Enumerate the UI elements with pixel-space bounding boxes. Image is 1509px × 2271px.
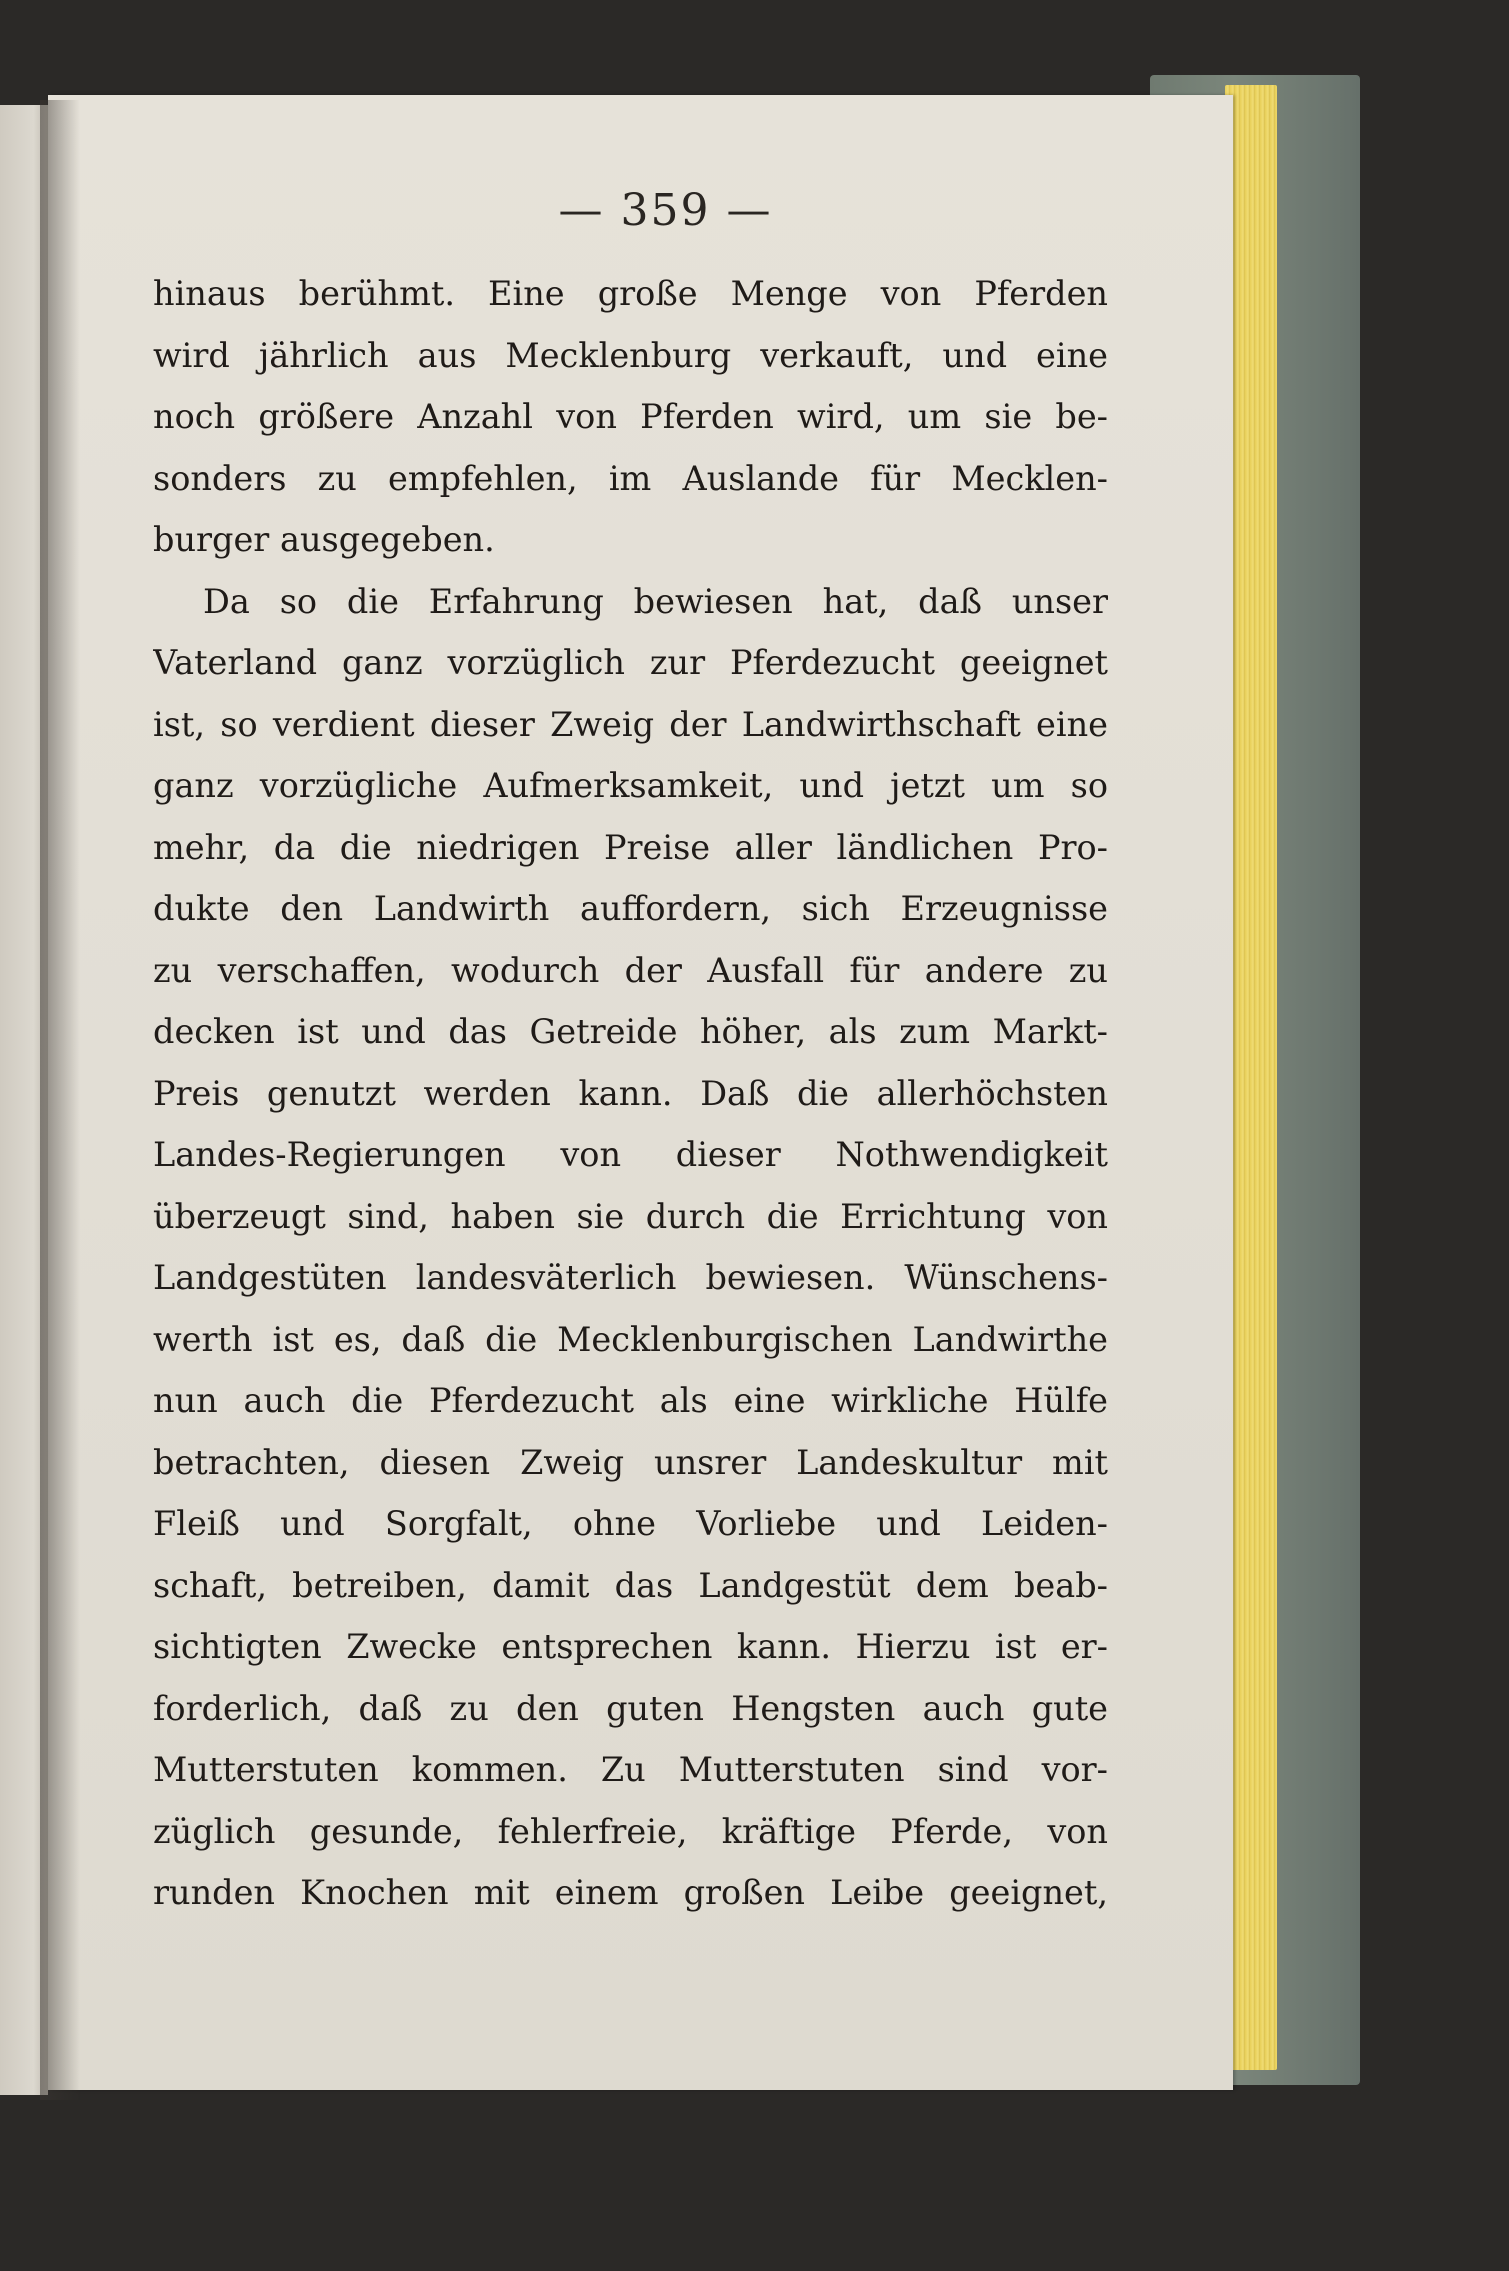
text-line: Landes-Regierungen von dieser Nothwendigkeit bbox=[153, 1135, 1108, 1174]
text-line: decken ist und das Getreide höher, als zum Markt- bbox=[153, 1012, 1108, 1051]
text-line: runden Knochen mit einem großen Leibe geeignet, bbox=[153, 1873, 1108, 1912]
text-line: hinaus berühmt. Eine große Menge von Pferden bbox=[153, 274, 1108, 313]
text-line: überzeugt sind, haben sie durch die Errichtung von bbox=[153, 1196, 1108, 1236]
text-line: forderlich, daß zu den guten Hengsten auch gute bbox=[153, 1688, 1108, 1728]
body-text bbox=[153, 263, 1108, 1924]
text-line: wird jährlich aus Mecklenburg verkauft, und eine bbox=[153, 335, 1108, 375]
text-line: sichtigten Zwecke entsprechen kann. Hierzu ist er- bbox=[153, 1627, 1108, 1666]
gutter-shadow bbox=[40, 100, 80, 2100]
book-page bbox=[48, 95, 1233, 2090]
text-line: Fleiß und Sorgfalt, ohne Vorliebe und Leiden- bbox=[153, 1504, 1108, 1543]
text-line: Mutterstuten kommen. Zu Mutterstuten sind vor- bbox=[153, 1750, 1108, 1789]
text-line: ist, so verdient dieser Zweig der Landwirthschaft eine bbox=[153, 704, 1108, 744]
text-line: mehr, da die niedrigen Preise aller ländlichen Pro- bbox=[153, 827, 1108, 867]
text-line: Preis genutzt werden kann. Daß die allerhöchsten bbox=[153, 1073, 1108, 1113]
text-line: werth ist es, daß die Mecklenburgischen Landwirthe bbox=[153, 1319, 1108, 1359]
text-line: noch größere Anzahl von Pferden wird, um sie be- bbox=[153, 397, 1108, 436]
text-line: Vaterland ganz vorzüglich zur Pferdezucht geeignet bbox=[153, 643, 1108, 682]
page-number: — 359 — bbox=[558, 185, 773, 236]
text-line: sonders zu empfehlen, im Auslande für Mecklen- bbox=[153, 458, 1108, 498]
text-line: Landgestüten landesväterlich bewiesen. Wünschens- bbox=[153, 1258, 1108, 1297]
text-line: Da so die Erfahrung bewiesen hat, daß unser bbox=[203, 581, 1108, 621]
text-line: schaft, betreiben, damit das Landgestüt dem beab- bbox=[153, 1565, 1108, 1605]
text-line: ganz vorzügliche Aufmerksamkeit, und jetzt um so bbox=[153, 766, 1108, 805]
text-line: züglich gesunde, fehlerfreie, kräftige Pferde, von bbox=[153, 1811, 1108, 1851]
text-line: zu verschaffen, wodurch der Ausfall für andere zu bbox=[153, 950, 1108, 990]
text-line: betrachten, diesen Zweig unsrer Landeskultur mit bbox=[153, 1442, 1108, 1482]
text-line: nun auch die Pferdezucht als eine wirkliche Hülfe bbox=[153, 1381, 1108, 1420]
text-line: dukte den Landwirth auffordern, sich Erzeugnisse bbox=[153, 889, 1108, 928]
text-line: burger ausgegeben. bbox=[153, 520, 495, 559]
